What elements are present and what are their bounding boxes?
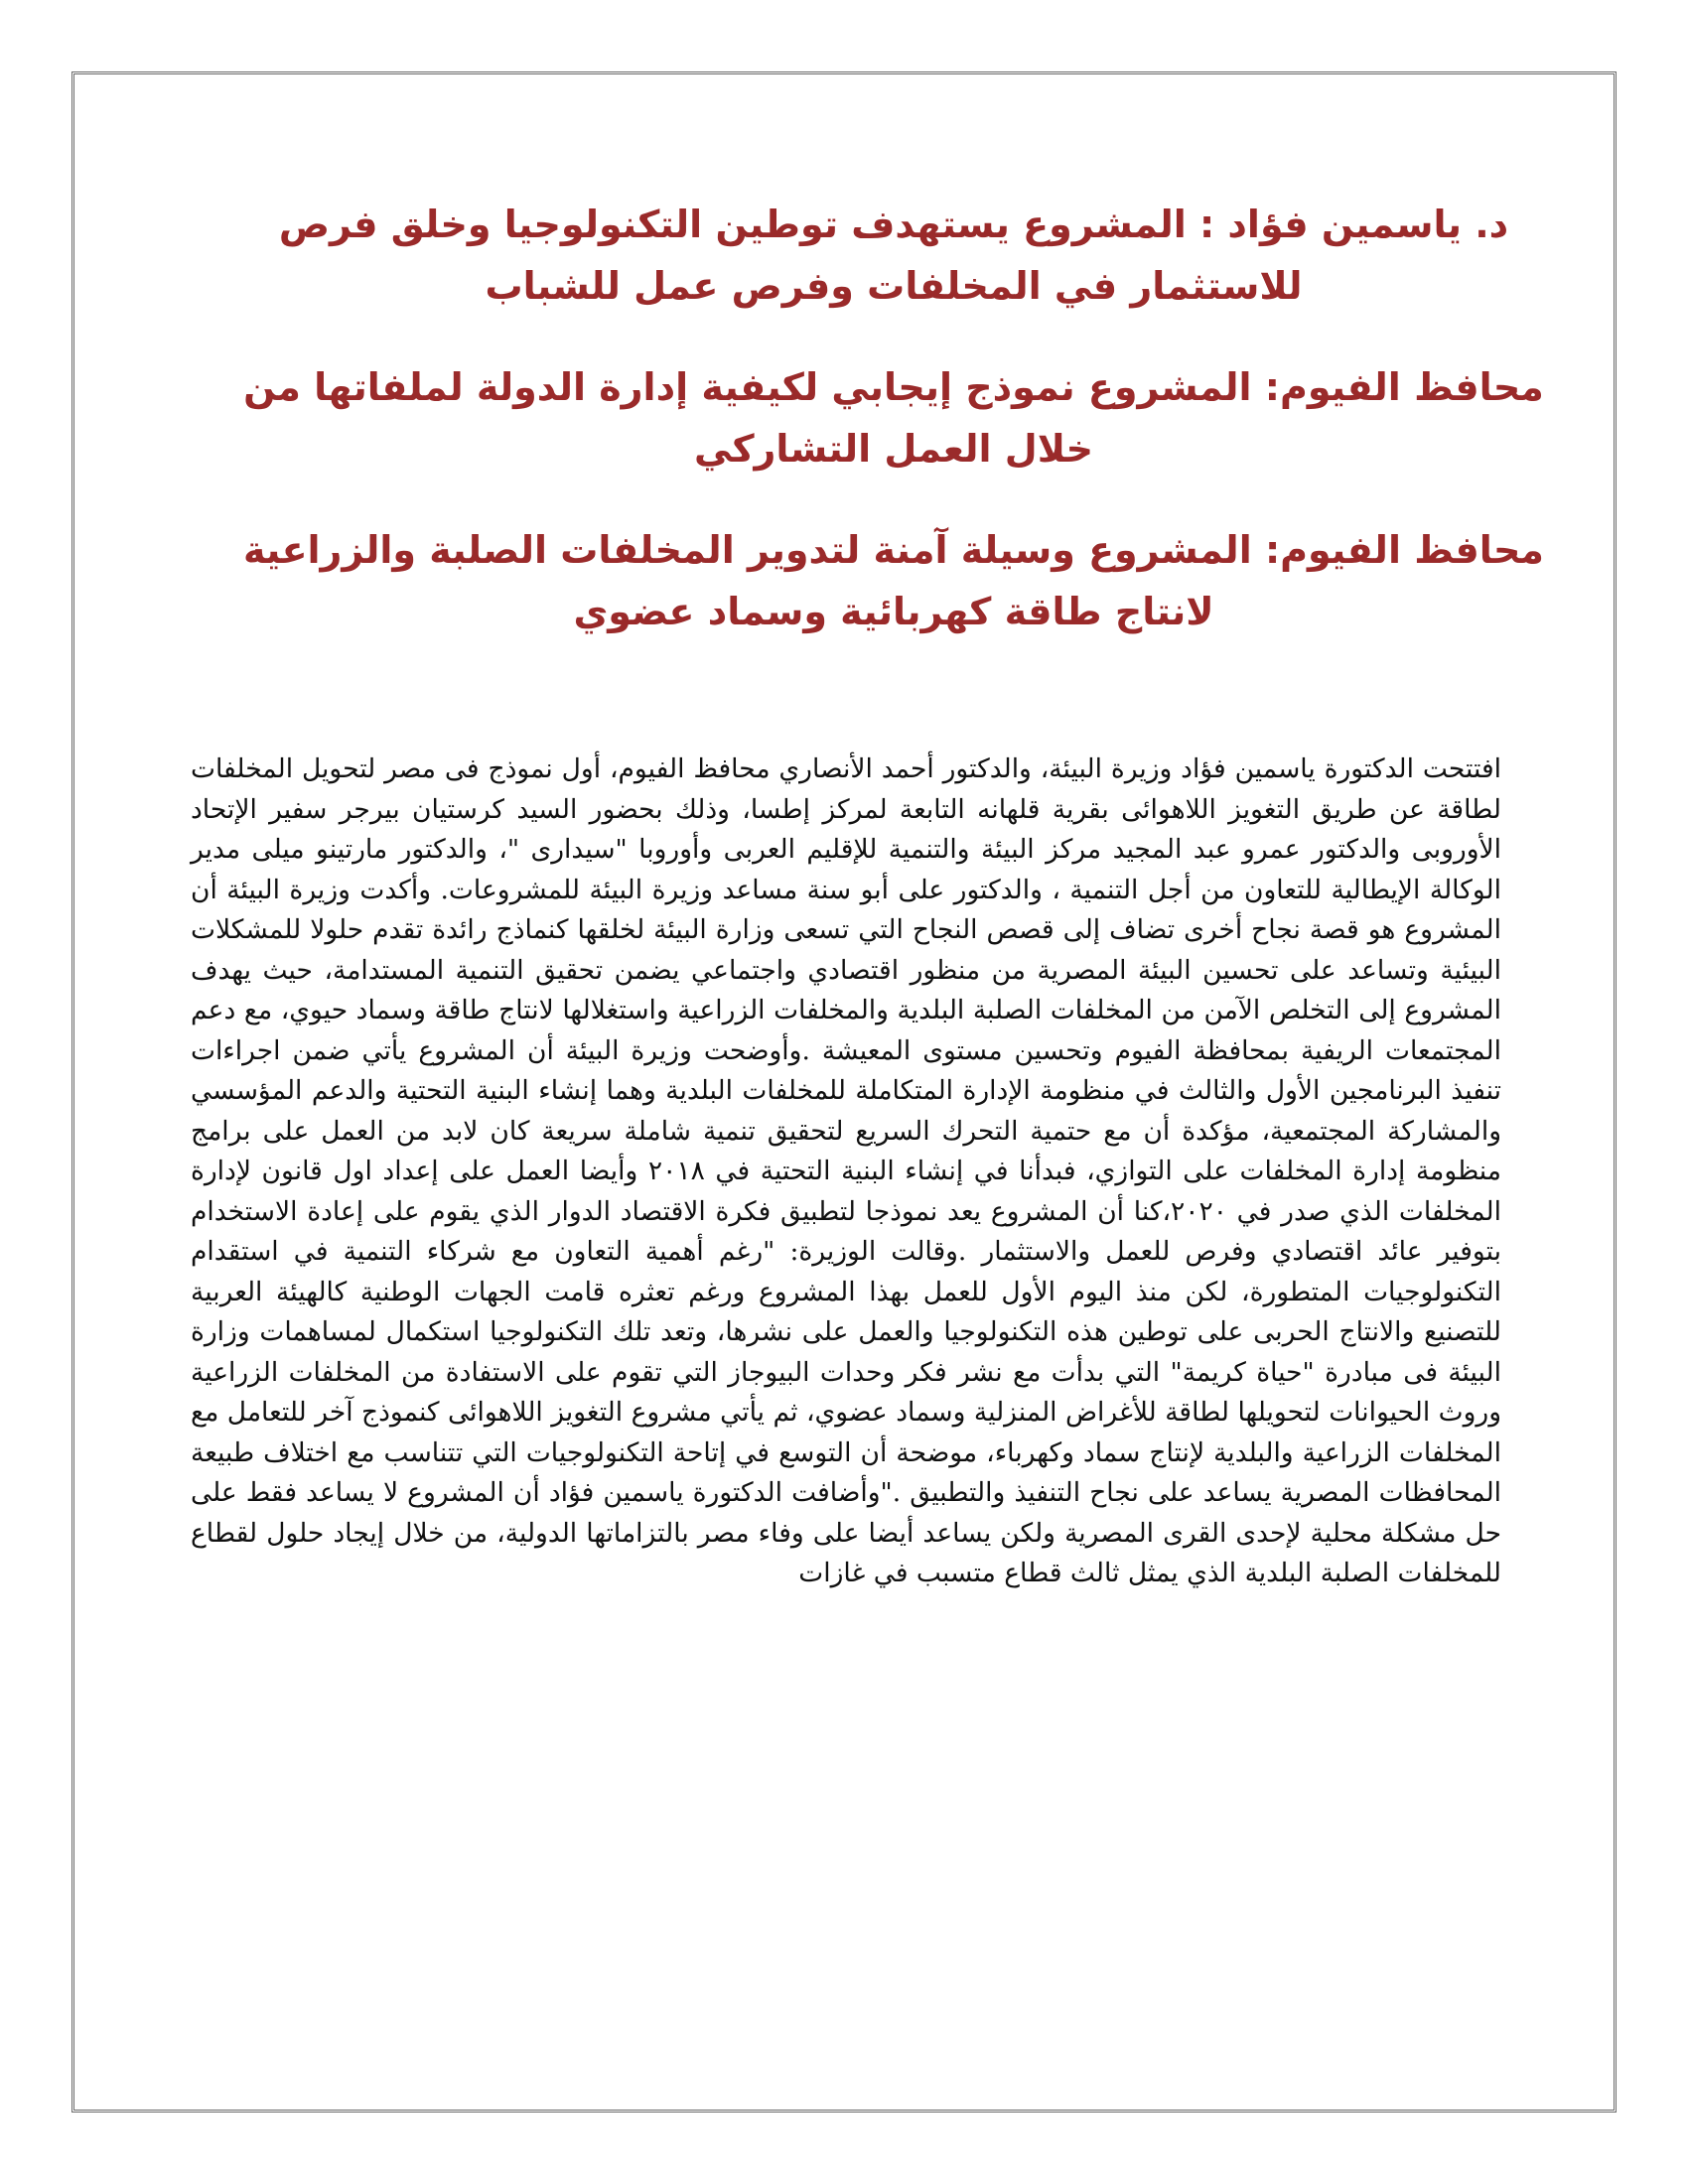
headline-governor-participatory: محافظ الفيوم: المشروع نموذج إيجابي لكيفية إدارة الدولة لملفاتها من خلال العمل التشاركي	[243, 365, 1544, 471]
headline-minister: د. ياسمين فؤاد : المشروع يستهدف توطين التكنولوجيا وخلق فرص للاستثمار في المخلفات وفرص عمل للشباب	[278, 203, 1509, 308]
headline-governor-recycling: محافظ الفيوم: المشروع وسيلة آمنة لتدوير المخلفات الصلبة والزراعية لانتاج طاقة كهربائية وسماد عضوي	[243, 528, 1544, 633]
headline-block	[199, 194, 1589, 682]
article-body: افتتحت الدكتورة ياسمين فؤاد وزيرة البيئة، والدكتور أحمد الأنصاري محافظ الفيوم، أول نموذج فى مصر لتحويل المخلفات لطاقة عن طريق التغويز اللاهوائى بقرية قلهانه التابعة لمركز إطسا، وذلك بحضور السيد كرستيان بيرجر سفير الإتحاد الأوروبى والدكتور عمرو عبد المجيد مركز البيئة والتنمية للإقليم العربى وأوروبا "سيدارى "، والدكتور مارتينو ميلى مدير الوكالة الإيطالية للتعاون من أجل التنمية ، والدكتور على أبو سنة مساعد وزيرة البيئة للمشروعات. وأكدت وزيرة البيئة أن المشروع هو قصة نجاح أخرى تضاف إلى قصص النجاح التي تسعى وزارة البيئة لخلقها كنماذج رائدة تقدم حلولا للمشكلات البيئية وتساعد على تحسين البيئة المصرية من منظور اقتصادي واجتماعي يضمن تحقيق التنمية المستدامة، حيث يهدف المشروع إلى التخلص الآمن من المخلفات الصلبة البلدية والمخلفات الزراعية واستغلالها لانتاج طاقة وسماد حيوي، مع دعم المجتمعات الريفية بمحافظة الفيوم وتحسين مستوى المعيشة .وأوضحت وزيرة البيئة أن المشروع يأتي ضمن اجراءات تنفيذ البرنامجين الأول والثالث في منظومة الإدارة المتكاملة للمخلفات البلدية وهما إنشاء البنية التحتية والدعم المؤسسي والمشاركة المجتمعية، مؤكدة أن مع حتمية التحرك السريع لتحقيق تنمية شاملة سريعة كان لابد من العمل على برامج منظومة إدارة المخلفات على التوازي، فبدأنا في إنشاء البنية التحتية في ٢٠١٨ وأيضا العمل على إعداد اول قانون لإدارة المخلفات الذي صدر في ٢٠٢٠،كنا أن المشروع يعد نموذجا لتطبيق فكرة الاقتصاد الدوار الذي يقوم على إعادة الاستخدام بتوفير عائد اقتصادي وفرص للعمل والاستثمار .وقالت الوزيرة: "رغم أهمية التعاون مع شركاء التنمية في استقدام التكنولوجيات المتطورة، لكن منذ اليوم الأول للعمل بهذا المشروع ورغم تعثره قامت الجهات الوطنية كالهيئة العربية للتصنيع والانتاج الحربى على توطين هذه التكنولوجيا والعمل على نشرها، وتعد تلك التكنولوجيا استكمال لمساهمات وزارة البيئة فى مبادرة "حياة كريمة" التي بدأت مع نشر فكر وحدات البيوجاز التي تقوم على الاستفادة من المخلفات الزراعية وروث الحيوانات لتحويلها لطاقة للأغراض المنزلية وسماد عضوي، ثم يأتي مشروع التغويز اللاهوائى كنموذج آخر للتعامل مع المخلفات الزراعية والبلدية لإنتاج سماد وكهرباء، موضحة أن التوسع في إتاحة التكنولوجيات التي تتناسب مع اختلاف طبيعة المحافظات المصرية يساعد على نجاح التنفيذ والتطبيق ."وأضافت الدكتورة ياسمين فؤاد أن المشروع لا يساعد فقط على حل مشكلة محلية لإحدى القرى المصرية ولكن يساعد أيضا على وفاء مصر بالتزاماتها الدولية، من خلال إيجاد حلول لقطاع للمخلفات الصلبة البلدية الذي يمثل ثالث قطاع متسبب في غازات	[191, 753, 1501, 1588]
